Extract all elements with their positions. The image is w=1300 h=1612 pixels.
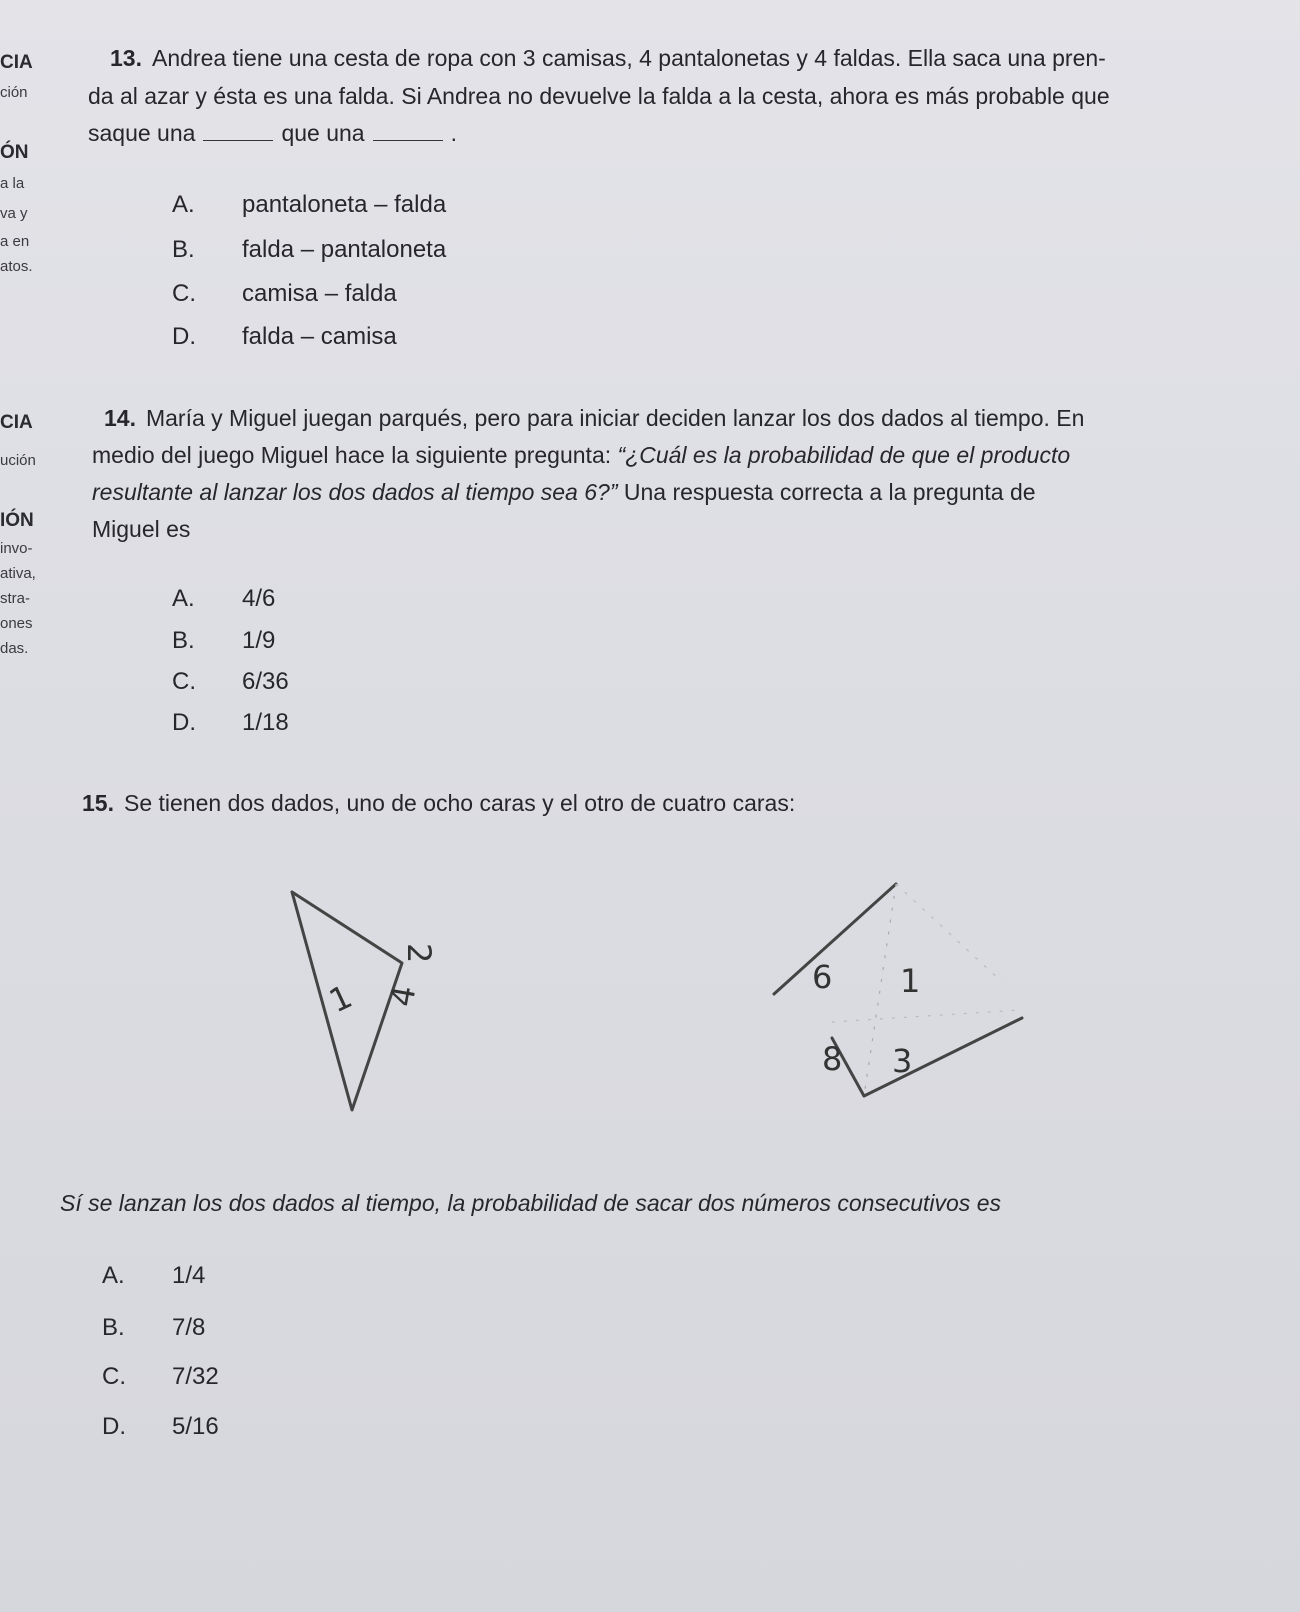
option-text: 6/36 [242, 668, 289, 695]
margin-text: atos. [0, 258, 33, 275]
q13-line3 [88, 120, 457, 147]
option-text: 1/4 [172, 1262, 206, 1289]
option-letter: D. [102, 1413, 126, 1440]
q15-text: Se tienen dos dados, uno de ocho caras y el otro de cuatro caras: [123, 790, 796, 816]
margin-text: a en [0, 233, 30, 250]
q15-question-text: Sí se lanzan los dos dados al tiempo, la probabilidad de sacar dos números consecutivos es [60, 1190, 1001, 1216]
option-letter: A. [172, 191, 195, 218]
q14-line4: Miguel es [92, 516, 191, 542]
margin-text: ativa, [0, 565, 36, 582]
option-text: 7/32 [172, 1363, 219, 1390]
die8-face-8: 8 [822, 1040, 843, 1078]
option-letter: B. [172, 236, 195, 263]
question-number: 15. [82, 790, 114, 816]
q15-question [60, 1190, 1001, 1217]
q13-text: Andrea tiene una cesta de ropa con 3 camisas, 4 pantalonetas y 4 faldas. Ella saca una pren- [151, 45, 1106, 71]
margin-text: CIA [0, 52, 33, 73]
q13-line1 [110, 45, 1106, 72]
option-d[interactable] [172, 323, 397, 351]
q14-line2 [92, 442, 1070, 469]
option-text: 4/6 [242, 585, 276, 612]
option-c[interactable] [102, 1363, 219, 1391]
margin-text: ución [0, 452, 36, 469]
option-letter: C. [172, 668, 196, 695]
q14-quote: “¿Cuál es la probabilidad de que el producto [617, 442, 1071, 468]
margin-text: a la [0, 175, 25, 192]
margin-text: ÓN [0, 142, 29, 163]
q13-line2: da al azar y ésta es una falda. Si Andrea no devuelve la falda a la cesta, ahora es más probable que [88, 83, 1110, 109]
margin-text: va y [0, 205, 28, 222]
q13-text: que una [281, 120, 365, 146]
die4-face-2: 2 [400, 943, 438, 964]
option-text: 1/9 [242, 627, 276, 654]
option-letter: B. [102, 1314, 125, 1341]
q14-quote: resultante al lanzar los dos dados al tiempo sea 6?” [92, 479, 618, 505]
option-letter: D. [172, 323, 196, 350]
option-letter: B. [172, 627, 195, 654]
question-number: 13. [110, 45, 142, 71]
q14-text: Una respuesta correcta a la pregunta de [617, 479, 1036, 505]
eight-sided-die-drawing [770, 870, 1040, 1140]
option-text: 7/8 [172, 1314, 206, 1341]
answer-blank[interactable] [373, 140, 443, 141]
die4-face-4: 4 [382, 982, 424, 1010]
margin-text: IÓN [0, 510, 34, 531]
question-number: 14. [104, 405, 136, 431]
option-letter: C. [172, 280, 196, 307]
die8-face-1: 1 [900, 962, 921, 1000]
option-d[interactable] [172, 709, 289, 737]
option-a[interactable] [102, 1262, 205, 1290]
q14-text: María y Miguel juegan parqués, pero para iniciar deciden lanzar los dos dados al tiempo. En [145, 405, 1085, 431]
margin-text: stra- [0, 590, 30, 607]
option-letter: A. [102, 1262, 125, 1289]
answer-blank[interactable] [203, 140, 273, 141]
margin-text: invo- [0, 540, 33, 557]
option-a[interactable] [172, 191, 446, 219]
option-c[interactable] [172, 280, 397, 308]
die8-face-6: 6 [812, 958, 833, 996]
option-letter: A. [172, 585, 195, 612]
option-letter: C. [102, 1363, 126, 1390]
die4-face-1: 1 [323, 977, 358, 1021]
q15-line1 [82, 790, 795, 817]
option-letter: D. [172, 709, 196, 736]
option-b[interactable] [102, 1314, 205, 1342]
option-text: 5/16 [172, 1413, 219, 1440]
margin-text: ones [0, 615, 33, 632]
option-text: 1/18 [242, 709, 289, 736]
option-b[interactable] [172, 627, 275, 655]
option-text: falda – camisa [242, 323, 397, 350]
option-text: pantaloneta – falda [242, 191, 447, 218]
margin-text: das. [0, 640, 29, 657]
q14-line1 [104, 405, 1084, 432]
die8-face-3: 3 [892, 1042, 913, 1080]
option-text: camisa – falda [242, 280, 397, 307]
q14-line3 [92, 479, 1036, 506]
option-d[interactable] [102, 1413, 219, 1441]
q13-text: . [450, 120, 457, 146]
q13-text: saque una [88, 120, 196, 146]
option-text: falda – pantaloneta [242, 236, 447, 263]
option-a[interactable] [172, 585, 275, 613]
q14-text: medio del juego Miguel hace la siguiente pregunta: [92, 442, 618, 468]
margin-text: ción [0, 84, 28, 101]
four-sided-die-drawing [280, 880, 500, 1120]
margin-text: CIA [0, 412, 33, 433]
option-b[interactable] [172, 236, 446, 264]
option-c[interactable] [172, 668, 289, 696]
